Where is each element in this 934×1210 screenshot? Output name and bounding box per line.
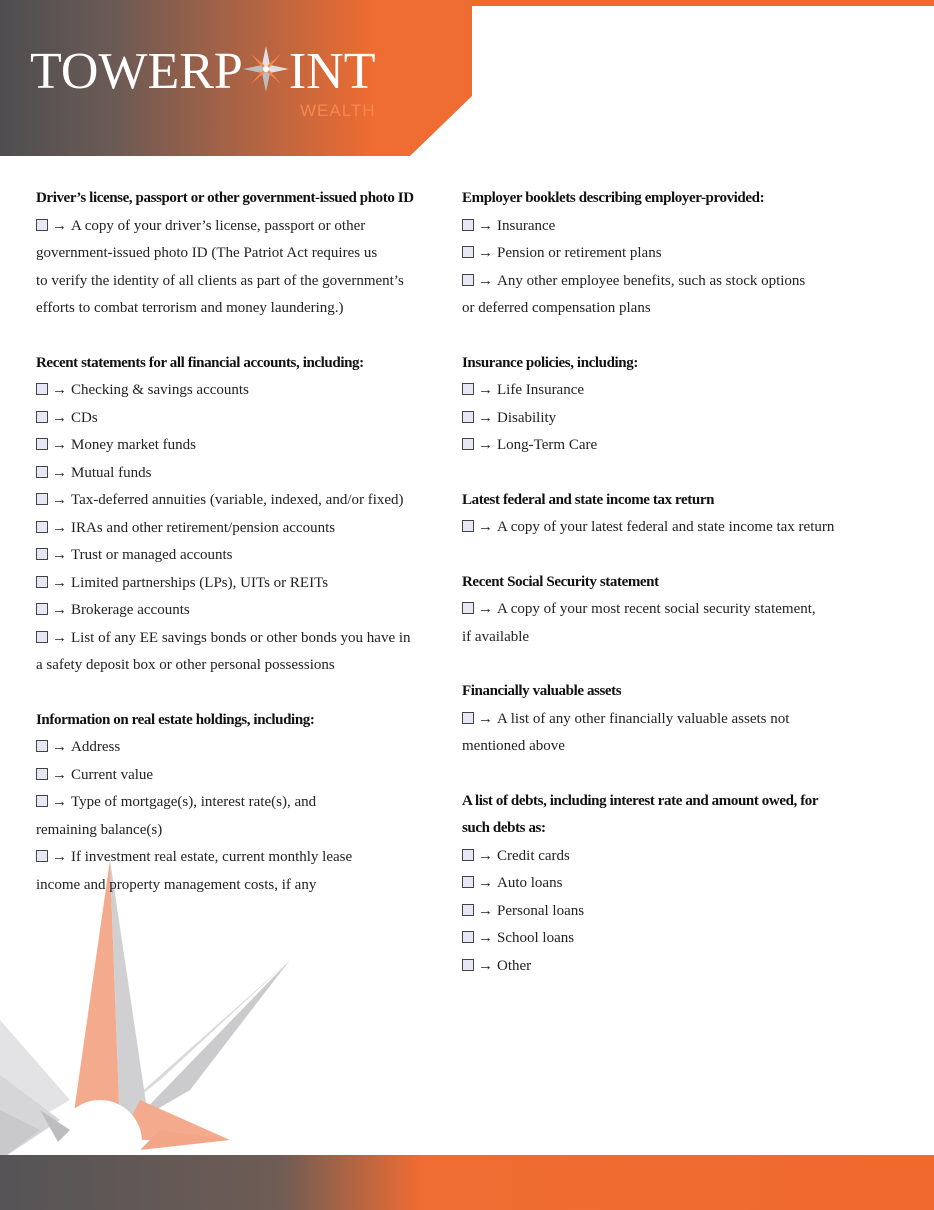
item-text: CDs — [71, 409, 98, 426]
checklist-section — [462, 569, 902, 652]
checklist-item — [462, 213, 902, 241]
item-text: a safety deposit box or other personal possessions — [36, 657, 335, 673]
section-heading: Insurance policies, including: — [462, 354, 638, 371]
item-text: Personal loans — [497, 902, 585, 919]
checklist-item — [462, 514, 902, 542]
checklist-item — [36, 625, 446, 653]
checkbox[interactable] — [36, 548, 48, 560]
item-text: Insurance — [497, 217, 556, 234]
section-heading: Employer booklets describing employer-provided: — [462, 190, 765, 206]
checkbox[interactable] — [36, 411, 48, 423]
arrow-icon: → — [52, 766, 67, 783]
checklist-item-continuation — [36, 652, 446, 680]
checklist-item — [36, 762, 446, 790]
item-text: List of any EE savings bonds or other bonds you have in — [71, 629, 411, 646]
checklist-item-continuation — [36, 240, 446, 268]
checklist-item — [462, 240, 902, 268]
arrow-icon: → — [52, 849, 67, 865]
section-heading: Recent statements for all financial accounts, including: — [36, 354, 364, 371]
arrow-icon: → — [52, 794, 67, 810]
checkbox[interactable] — [462, 876, 474, 888]
checklist-item-continuation — [462, 733, 902, 761]
item-text: Type of mortgage(s), interest rate(s), and — [71, 794, 317, 810]
page-title: LIST OF NEEDED DOCUMENTS — [608, 34, 898, 55]
checklist-item — [36, 542, 446, 570]
arrow-icon: → — [52, 629, 67, 646]
item-text: Other — [497, 957, 532, 974]
arrow-icon: → — [52, 574, 67, 591]
checkbox[interactable] — [462, 411, 474, 423]
checklist-section — [462, 678, 902, 761]
checkbox[interactable] — [36, 768, 48, 780]
item-text: A copy of your most recent social security statement, — [497, 601, 816, 617]
checklist-item — [462, 432, 902, 460]
checkbox[interactable] — [36, 466, 48, 478]
item-text: A list of any other financially valuable assets not — [497, 710, 790, 727]
arrow-icon: → — [478, 601, 493, 617]
item-text: A copy of your latest federal and state income tax return — [497, 519, 835, 535]
arrow-icon: → — [52, 437, 67, 453]
arrow-icon: → — [52, 382, 67, 398]
checklist-section — [462, 487, 902, 542]
checklist-section — [36, 185, 446, 323]
checklist-item — [36, 570, 446, 598]
footer-band — [0, 1155, 934, 1210]
checkbox[interactable] — [36, 603, 48, 615]
section-heading: A list of debts, including interest rate and amount owed, for — [462, 792, 819, 809]
item-text: Address — [71, 739, 121, 755]
arrow-icon: → — [478, 902, 493, 919]
checklist-item — [36, 377, 446, 405]
arrow-icon: → — [52, 602, 67, 618]
arrow-icon: → — [52, 217, 67, 234]
item-text: A copy of your driver’s license, passport or other — [71, 217, 366, 234]
arrow-icon: → — [478, 875, 493, 891]
checklist-item — [36, 789, 446, 817]
arrow-icon: → — [478, 710, 493, 727]
item-text: remaining balance(s) — [36, 821, 163, 838]
checklist-section — [462, 350, 902, 460]
checkbox[interactable] — [462, 712, 474, 724]
checkbox[interactable] — [462, 246, 474, 258]
arrow-icon: → — [52, 464, 67, 481]
checkbox[interactable] — [36, 521, 48, 533]
item-text: Trust or managed accounts — [71, 547, 233, 563]
item-text: Money market funds — [71, 437, 196, 453]
checkbox[interactable] — [36, 631, 48, 643]
checklist-item-continuation — [36, 817, 446, 845]
section-heading: Information on real estate holdings, including: — [36, 711, 315, 728]
item-text: IRAs and other retirement/pension accounts — [71, 519, 336, 536]
arrow-icon: → — [478, 409, 493, 426]
checkbox[interactable] — [462, 383, 474, 395]
checklist-item — [36, 844, 446, 872]
checklist-section — [36, 350, 446, 680]
item-text: income and property management costs, if any — [36, 876, 317, 893]
arrow-icon: → — [52, 519, 67, 536]
item-text: government-issued photo ID (The Patriot Act requires us — [36, 245, 378, 261]
checkbox[interactable] — [36, 383, 48, 395]
arrow-icon: → — [478, 519, 493, 535]
item-text: or deferred compensation plans — [462, 300, 651, 316]
arrow-icon: → — [478, 437, 493, 453]
arrow-icon: → — [52, 739, 67, 755]
checkbox[interactable] — [462, 274, 474, 286]
checkbox[interactable] — [36, 219, 48, 231]
item-text: Auto loans — [497, 875, 563, 891]
item-text: to verify the identity of all clients as part of the government’s — [36, 272, 404, 289]
arrow-icon: → — [478, 272, 493, 289]
header-banner — [0, 0, 934, 156]
checklist-item — [36, 432, 446, 460]
checklist-item — [36, 487, 446, 515]
checkbox[interactable] — [462, 849, 474, 861]
checklist-item — [36, 213, 446, 241]
arrow-icon: → — [52, 409, 67, 426]
item-text: mentioned above — [462, 738, 565, 754]
item-text: Brokerage accounts — [71, 602, 190, 618]
checkbox[interactable] — [36, 795, 48, 807]
item-text: Tax-deferred annuities (variable, indexed, and/or fixed) — [71, 492, 404, 508]
item-text: efforts to combat terrorism and money laundering.) — [36, 300, 344, 316]
checklist-item — [462, 596, 902, 624]
checkbox[interactable] — [36, 493, 48, 505]
arrow-icon: → — [478, 930, 493, 946]
right-column — [462, 185, 902, 1007]
item-text: Long-Term Care — [497, 437, 598, 453]
item-text: Current value — [71, 766, 154, 783]
checkbox[interactable] — [36, 438, 48, 450]
checklist-item-continuation — [36, 268, 446, 296]
checklist-item — [36, 405, 446, 433]
checkbox[interactable] — [462, 602, 474, 614]
checklist-item-continuation — [462, 624, 902, 652]
checklist-item-continuation — [36, 295, 446, 323]
item-text: If investment real estate, current monthly lease — [71, 849, 353, 865]
section-heading: Financially valuable assets — [462, 683, 622, 699]
checklist-item — [462, 898, 902, 926]
item-text: School loans — [497, 930, 575, 946]
checklist-item — [36, 515, 446, 543]
checklist-item — [462, 377, 902, 405]
section-heading-continued: such debts as: — [462, 820, 546, 836]
checklist-item — [462, 706, 902, 734]
item-text: Any other employee benefits, such as stock options — [497, 272, 806, 289]
checkbox[interactable] — [36, 740, 48, 752]
checklist-item-continuation — [36, 872, 446, 900]
checklist-item — [462, 843, 902, 871]
item-text: Mutual funds — [71, 464, 152, 481]
checklist-item-continuation — [462, 295, 902, 323]
item-text: Limited partnerships (LPs), UITs or REITs — [71, 574, 329, 591]
checkbox[interactable] — [462, 931, 474, 943]
item-text: Pension or retirement plans — [497, 245, 662, 261]
section-heading: Recent Social Security statement — [462, 573, 659, 590]
checklist-section — [36, 707, 446, 900]
item-text: Checking & savings accounts — [71, 382, 249, 398]
item-text: Life Insurance — [497, 382, 585, 398]
checkbox[interactable] — [462, 520, 474, 532]
checklist-item — [462, 405, 902, 433]
checklist-item — [36, 734, 446, 762]
checklist-item — [462, 870, 902, 898]
checklist-item — [462, 953, 902, 981]
arrow-icon: → — [478, 217, 493, 234]
arrow-icon: → — [478, 957, 493, 974]
section-heading: Latest federal and state income tax return — [462, 491, 715, 508]
checklist-section — [462, 185, 902, 323]
arrow-icon: → — [478, 245, 493, 261]
checklist-item — [36, 597, 446, 625]
logo-wordmark — [30, 42, 375, 102]
arrow-icon: → — [52, 492, 67, 508]
compass-rose-icon — [243, 50, 289, 90]
checklist-item — [462, 268, 902, 296]
checkbox[interactable] — [462, 219, 474, 231]
checkbox[interactable] — [36, 850, 48, 862]
logo-main-text: TOWERP — [30, 43, 243, 100]
checklist-section — [462, 788, 902, 981]
checkbox[interactable] — [462, 438, 474, 450]
checkbox[interactable] — [462, 959, 474, 971]
checkbox[interactable] — [36, 576, 48, 588]
item-text: Credit cards — [497, 847, 570, 864]
logo-subtitle: WEALTH — [300, 101, 376, 120]
arrow-icon: → — [52, 547, 67, 563]
left-column — [36, 185, 446, 926]
item-text: if available — [462, 628, 530, 645]
checklist-item — [462, 925, 902, 953]
checklist-item — [36, 460, 446, 488]
arrow-icon: → — [478, 847, 493, 864]
arrow-icon: → — [478, 382, 493, 398]
logo-end-text: INT — [288, 43, 376, 100]
item-text: Disability — [497, 409, 557, 426]
section-heading: Driver’s license, passport or other government-issued photo ID — [36, 190, 414, 206]
checkbox[interactable] — [462, 904, 474, 916]
